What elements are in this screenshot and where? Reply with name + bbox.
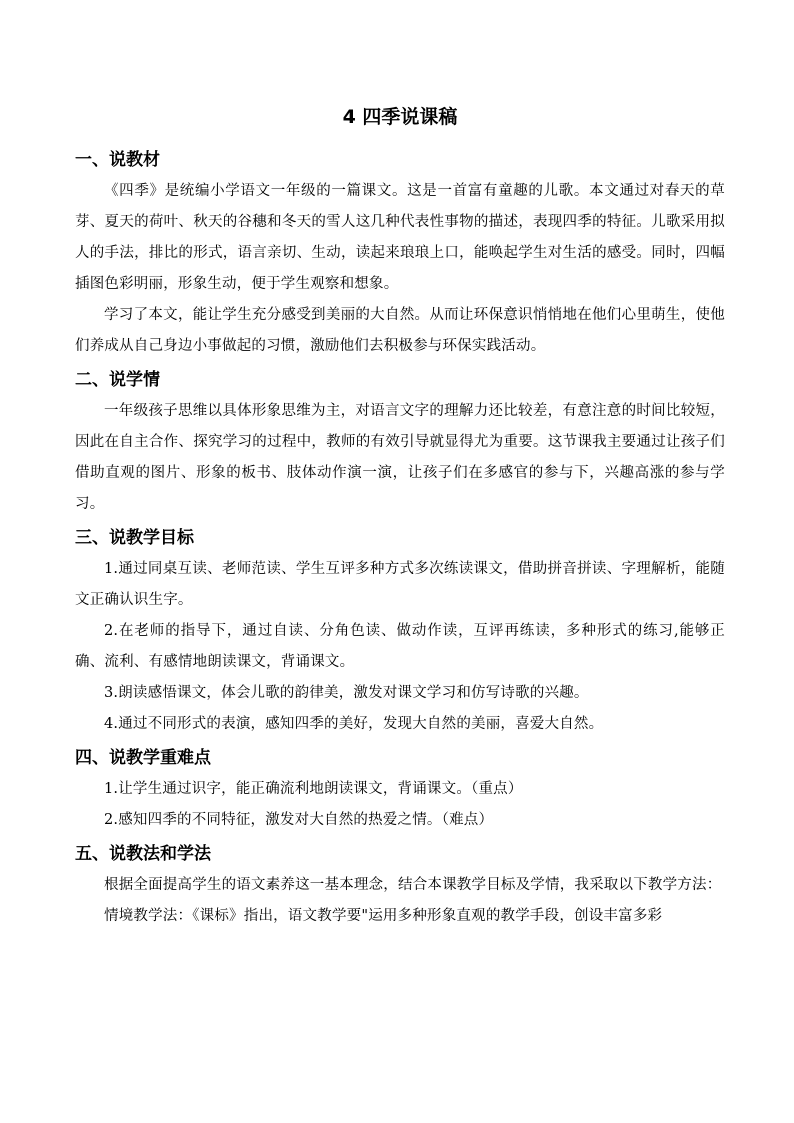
section-learners (75, 368, 725, 520)
section-textbook (75, 148, 725, 362)
section-teaching-goals (75, 526, 725, 740)
paragraph: 4.通过不同形式的表演，感知四季的美好，发现大自然的美丽，喜爱大自然。 (104, 716, 604, 732)
paragraph: 2.感知四季的不同特征，激发对大自然的热爱之情。（难点） (104, 812, 494, 828)
paragraph: 根据全面提高学生的语文素养这一基本理念，结合本课教学目标及学情，我采取以下教学方法： (104, 877, 722, 893)
paragraph: 2.在老师的指导下，通过自读、分角色读、做动作读，互评再练读，多种形式的练习,能够正确、流利、有感情地朗读课文，背诵课文。 (75, 623, 725, 670)
section-heading: 四、说教学重难点 (75, 748, 211, 768)
section-methods (75, 842, 725, 932)
document-page (75, 104, 725, 938)
paragraph: 1.让学生通过识字，能正确流利地朗读课文，背诵课文。（重点） (104, 781, 523, 797)
paragraph: 学习了本文，能让学生充分感受到美丽的大自然。从而让环保意识悄悄地在他们心里萌生，使他们养成从自己身边小事做起的习惯，激励他们去积极参与环保实践活动。 (75, 307, 725, 354)
section-heading: 五、说教法和学法 (75, 844, 211, 864)
paragraph: 3.朗读感悟课文，体会儿歌的韵律美，激发对课文学习和仿写诗歌的兴趣。 (104, 685, 589, 701)
section-key-difficulties (75, 746, 725, 836)
paragraph: 1.通过同桌互读、老师范读、学生互评多种方式多次练读课文，借助拼音拼读、字理解析，能随文正确认识生字。 (75, 561, 725, 608)
section-heading: 二、说学情 (75, 370, 160, 390)
document-title: 4 四季说课稿 (342, 106, 458, 128)
paragraph: 情境教学法：《课标》指出，语文教学要"运用多种形象直观的教学手段，创设丰富多彩 (104, 908, 663, 924)
section-heading: 三、说教学目标 (75, 528, 194, 548)
paragraph: 一年级孩子思维以具体形象思维为主，对语言文字的理解力还比较差，有意注意的时间比较短，因此在自主合作、探究学习的过程中，教师的有效引导就显得尤为重要。这节课我主要通过让孩子们借助直观的图片、形象的板书、肢体动作演一演，让孩子们在多感官的参与下，兴趣高涨的参与学习。 (75, 403, 725, 512)
section-heading: 一、说教材 (75, 150, 160, 170)
paragraph: 《四季》是统编小学语文一年级的一篇课文。这是一首富有童趣的儿歌。本文通过对春天的草芽、夏天的荷叶、秋天的谷穗和冬天的雪人这几种代表性事物的描述，表现四季的特征。儿歌采用拟人的手法，排比的形式，语言亲切、生动，读起来琅琅上口，能唤起学生对生活的感受。同时，四幅插图色彩明丽，形象生动，便于学生观察和想象。 (75, 183, 725, 292)
